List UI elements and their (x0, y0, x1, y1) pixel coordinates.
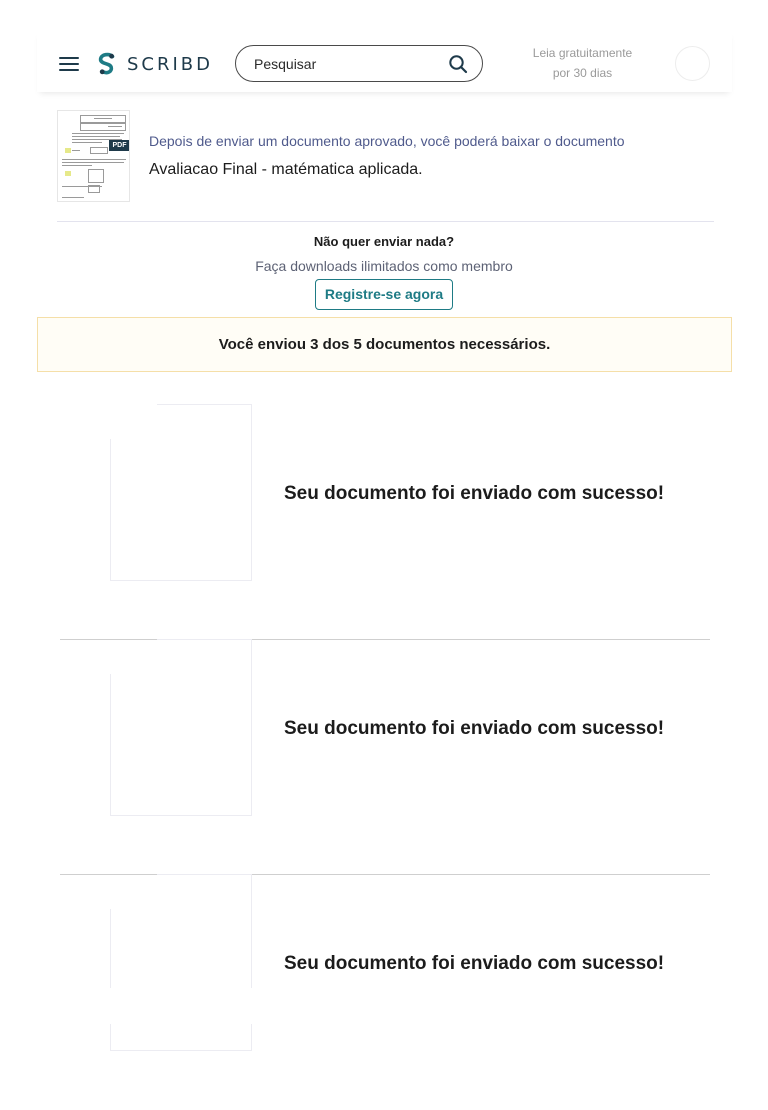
logo-text: SCRIBD (127, 53, 214, 75)
scribd-logo-icon (96, 51, 118, 77)
upload-row (60, 639, 710, 875)
free-trial-line-1: Leia gratuitamente (532, 46, 633, 60)
membership-subtitle: Faça downloads ilimitados como membro (255, 258, 513, 274)
search-icon[interactable] (448, 54, 468, 74)
document-thumbnail (57, 110, 130, 202)
free-trial-link[interactable] (515, 43, 650, 83)
document-title: Avaliacao Final - matématica aplicada. (149, 161, 423, 178)
upload-progress-notice: Você enviou 3 dos 5 documentos necessários. (37, 317, 732, 372)
search-input[interactable] (252, 55, 432, 73)
user-avatar[interactable] (675, 46, 710, 81)
membership-prompt (0, 232, 768, 310)
upload-success-message: Seu documento foi enviado com sucesso! (284, 953, 665, 974)
scribd-logo[interactable] (96, 50, 213, 78)
uploaded-document-slot[interactable] (110, 874, 252, 1051)
document-text (149, 132, 625, 180)
free-trial-line-2: por 30 dias (552, 66, 613, 80)
uploaded-document-slot[interactable] (110, 404, 252, 581)
pdf-badge: PDF (109, 140, 130, 151)
document-info (57, 110, 714, 222)
uploaded-document-slot[interactable] (110, 639, 252, 816)
upload-success-message: Seu documento foi enviado com sucesso! (284, 483, 665, 504)
membership-question: Não quer enviar nada? (313, 234, 455, 249)
top-navigation-bar (37, 30, 732, 92)
document-subtitle: Depois de enviar um documento aprovado, você poderá baixar o documento (149, 133, 625, 149)
upload-success-message: Seu documento foi enviado com sucesso! (284, 718, 665, 739)
register-button[interactable]: Registre-se agora (315, 279, 453, 310)
upload-row (60, 404, 710, 640)
hamburger-menu-icon[interactable] (59, 57, 79, 71)
search-bar[interactable] (235, 45, 483, 82)
page-bottom-edge (37, 988, 732, 1024)
